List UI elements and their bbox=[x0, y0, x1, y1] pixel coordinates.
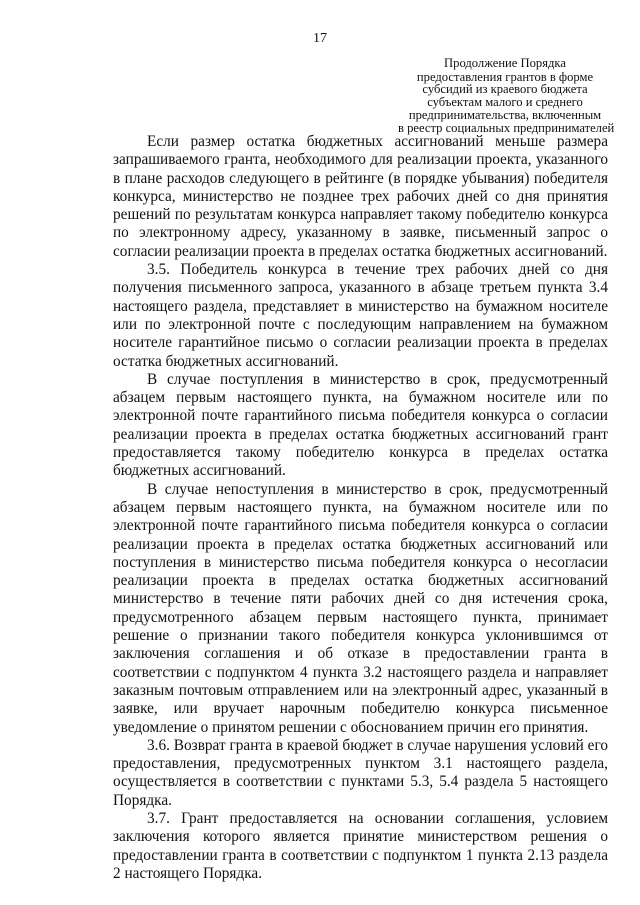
paragraph: 3.7. Грант предоставляется на основании соглашения, условием заключения которого является принятие министерством решения о предоставлении гранта в соответствии с подпунктом 1 пункта 2.13 раздела 2 настоящего Порядка. bbox=[113, 809, 608, 882]
header-line: субсидий из краевого бюджета bbox=[422, 82, 588, 97]
paragraph: 3.6. Возврат гранта в краевой бюджет в случае нарушения условий его предоставления, предусмотренных пунктом 3.1 настоящего раздела, осуществляется в соответствии с пунктами 5.3, 5.4 раздела 5 настоящего Порядка. bbox=[113, 736, 608, 809]
header-line: субъектам малого и среднего bbox=[427, 95, 583, 110]
page-number: 17 bbox=[313, 31, 327, 46]
paragraph: 3.5. Победитель конкурса в течение трех рабочих дней со дня получения письменного запроса, указанного в абзаце третьем пункта 3.4 настоящего раздела, представляет в министерство на бумажном носителе или по электронной почте с последующим направлением на бумажном носителе гарантийное письмо о согласии реализации проекта в пределах остатка бюджетных ассигнований. bbox=[113, 261, 608, 370]
document-header bbox=[398, 56, 615, 135]
paragraph: Если размер остатка бюджетных ассигнований меньше размера запрашиваемого гранта, необходимого для реализации проекта, указанного в плане расходов следующего в рейтинге (в порядке убывания) победителя конкурса, министерство не позднее трех рабочих дней со дня принятия решений по результатам конкурса направляет такому победителю конкурса по электронному адресу, указанному в заявке, письменный запрос о согласии реализации проекта в пределах остатка бюджетных ассигнований. bbox=[113, 133, 608, 260]
header-line: Продолжение Порядка bbox=[444, 56, 566, 70]
paragraph: В случае непоступления в министерство в срок, предусмотренный абзацем первым настоящего пункта, на бумажном носителе или по электронной почте гарантийного письма победителя конкурса о согласии реализации проекта в пределах остатка бюджетных ассигнований или поступления в министерство письма победителя конкурса о несогласии реализации проекта в пределах остатка бюджетных ассигнований министерство в течение пяти рабочих дней со дня истечения срока, предусмотренного абзацем первым настоящего пункта, принимает решение о признании такого победителя конкурса уклонившимся от заключения соглашения и об отказе в предоставлении гранта в соответствии с подпунктом 4 пункта 3.2 настоящего раздела и направляет заказным почтовым отправлением или на электронный адрес, указанный в заявке, или вручает нарочным победителю конкурса письменное уведомление о принятом решении с обоснованием причин его принятия. bbox=[113, 480, 608, 736]
document-body bbox=[113, 133, 608, 883]
header-line: в реестр социальных предпринимателей bbox=[398, 120, 615, 135]
header-line: предоставления грантов в форме bbox=[416, 69, 594, 84]
header-line: предпринимательства, включенным bbox=[408, 107, 602, 122]
paragraph: В случае поступления в министерство в срок, предусмотренный абзацем первым настоящего пункта, на бумажном носителе или по электронной почте гарантийного письма победителя конкурса о согласии реализации проекта в пределах остатка бюджетных ассигнований грант предоставляется такому победителю конкурса в пределах остатка бюджетных ассигнований. bbox=[113, 370, 608, 480]
